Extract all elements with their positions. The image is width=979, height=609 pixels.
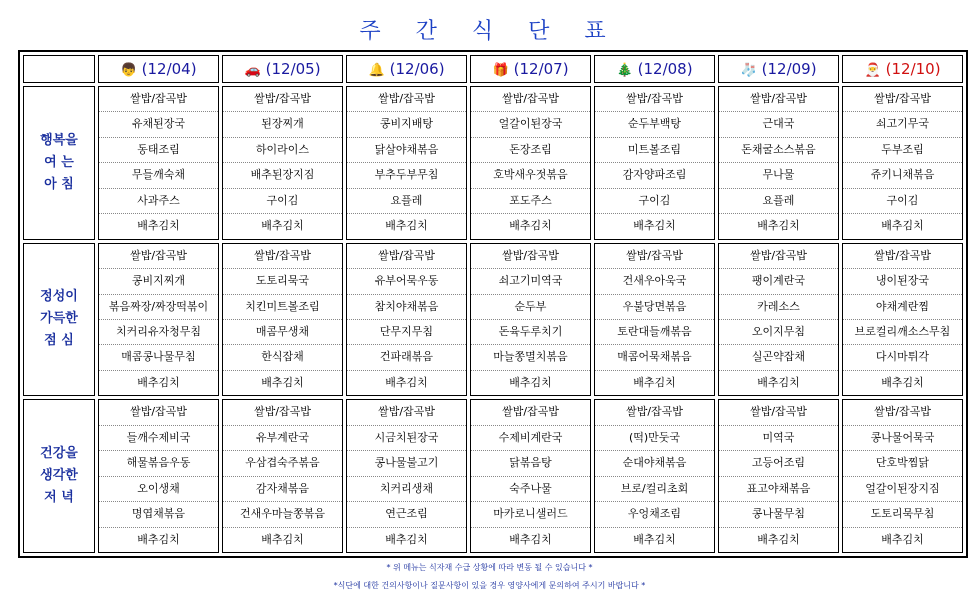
menu-cell [718,86,839,240]
weekly-menu-table [18,50,968,558]
day-date: (12/04) [141,60,197,78]
menu-item: 배추김치 [509,375,552,389]
menu-item-list [347,400,466,552]
menu-item-list [843,400,962,552]
note-menu-change: * 위 메뉴는 식자재 수급 상황에 따라 변동 될 수 있습니다 * [386,563,593,572]
menu-item: 순대야채볶음 [595,451,714,476]
menu-item: 배추김치 [633,532,676,546]
menu-item: 실곤약잡채 [719,345,838,370]
menu-item: 매콤무생채 [223,320,342,345]
menu-cell [346,243,467,397]
menu-item: 닭볶음탕 [471,451,590,476]
menu-item-list [347,87,466,239]
menu-item: 쌀밥/잡곡밥 [347,87,466,112]
menu-item: 시금치된장국 [347,426,466,451]
menu-cell [842,399,963,553]
menu-item: 배추김치 [509,219,552,233]
menu-cell [222,86,343,240]
menu-item: 근대국 [719,112,838,137]
menu-item-list [223,87,342,239]
meal-label-line: 정성이 [40,289,78,305]
menu-item: 쌀밥/잡곡밥 [223,87,342,112]
menu-item: 배추김치 [261,219,304,233]
car-icon: 🚗 [244,63,261,78]
menu-item: 두부조림 [843,138,962,163]
menu-item: 유채된장국 [99,112,218,137]
menu-item: 쌀밥/잡곡밥 [471,87,590,112]
menu-item: 배추김치 [137,219,180,233]
menu-item: 마늘쫑멸치볶음 [471,345,590,370]
menu-item: 쌀밥/잡곡밥 [595,244,714,269]
menu-item-list [99,400,218,552]
day-header [346,55,467,83]
menu-item: 고등어조림 [719,451,838,476]
menu-item: 요플레 [347,189,466,214]
menu-item-list [99,244,218,396]
menu-item-list [223,244,342,396]
menu-item: 수제비계란국 [471,426,590,451]
meal-label-line: 저 녁 [44,490,74,506]
menu-item: 쌀밥/잡곡밥 [595,87,714,112]
boy-icon: 👦 [120,63,137,78]
menu-item: 쌀밥/잡곡밥 [471,400,590,425]
menu-item-list [471,400,590,552]
menu-item-list [719,244,838,396]
menu-item: 매콤어묵채볶음 [595,345,714,370]
menu-item: 우불당면볶음 [595,295,714,320]
menu-item-list [843,87,962,239]
menu-item: 도토리묵국 [223,269,342,294]
sock-icon: 🧦 [740,63,757,78]
meal-label-line: 점 심 [44,333,74,349]
menu-item: 도토리묵무침 [843,502,962,527]
menu-item: 요플레 [719,189,838,214]
day-date: (12/06) [389,60,445,78]
meal-label-line: 여 는 [44,154,74,170]
menu-item: 야채계란찜 [843,295,962,320]
menu-cell [470,86,591,240]
menu-item: 배추김치 [757,219,800,233]
menu-item: 다시마튀각 [843,345,962,370]
menu-cell [594,399,715,553]
menu-item: 표고야채볶음 [719,477,838,502]
menu-item-list [347,244,466,396]
menu-item: 쌀밥/잡곡밥 [843,244,962,269]
menu-item: 된장찌개 [223,112,342,137]
page-title: 주 간 식 단 표 [359,19,620,44]
menu-item-list [843,244,962,396]
menu-item-list [719,400,838,552]
menu-item: 단무지무침 [347,320,466,345]
menu-item: 마카로니샐러드 [471,502,590,527]
menu-item: 부추두부무침 [347,163,466,188]
menu-item: 오이지무침 [719,320,838,345]
menu-cell [98,243,219,397]
meal-label-line: 생각한 [40,468,78,484]
menu-item: 배추김치 [137,532,180,546]
menu-item: 브로/컬리초회 [595,477,714,502]
day-date: (12/10) [885,60,941,78]
menu-item: 냉이된장국 [843,269,962,294]
menu-item-list [595,244,714,396]
menu-cell [346,399,467,553]
menu-item: 우엉채조림 [595,502,714,527]
menu-item: 유부어묵우동 [347,269,466,294]
day-header [470,55,591,83]
menu-item-list [595,87,714,239]
menu-item: 미트볼조림 [595,138,714,163]
menu-item: 배추김치 [633,219,676,233]
menu-item: 쇠고기미역국 [471,269,590,294]
menu-item: 쌀밥/잡곡밥 [99,87,218,112]
day-date: (12/09) [761,60,817,78]
menu-item: 치커리유자청무침 [99,320,218,345]
menu-item: 배추김치 [881,375,924,389]
meal-label [23,399,95,553]
menu-item: 무들깨숙채 [99,163,218,188]
menu-item-list [595,400,714,552]
menu-cell [222,243,343,397]
meal-label-line: 가득한 [40,311,78,327]
menu-item-list [99,87,218,239]
menu-item: 오이생채 [99,477,218,502]
menu-cell [718,243,839,397]
menu-cell [346,86,467,240]
day-header [98,55,219,83]
menu-item: 구이김 [843,189,962,214]
menu-item: 돈육두루치기 [471,320,590,345]
menu-cell [842,243,963,397]
menu-item: 구이김 [223,189,342,214]
menu-item: 들깨수제비국 [99,426,218,451]
menu-item: 돈채굴소스볶음 [719,138,838,163]
date-header-row [23,55,963,83]
menu-item: 배추김치 [757,532,800,546]
menu-item: 배추김치 [385,375,428,389]
menu-item: 미역국 [719,426,838,451]
day-header [842,55,963,83]
menu-item: 감자채볶음 [223,477,342,502]
menu-item: 동태조림 [99,138,218,163]
menu-item-list [471,244,590,396]
menu-cell [98,86,219,240]
meal-row [23,86,963,240]
menu-item: 쌀밥/잡곡밥 [471,244,590,269]
day-header [594,55,715,83]
menu-cell [98,399,219,553]
meal-label [23,243,95,397]
menu-item: 유부계란국 [223,426,342,451]
menu-item: 얼갈이된장지짐 [843,477,962,502]
gift-icon: 🎁 [492,63,509,78]
menu-item: 우삼겹숙주볶음 [223,451,342,476]
note-inquiry: *식단에 대한 건의사항이나 질문사항이 있을 경우 영양사에게 문의하여 주시기 바랍니다 * [333,581,646,590]
menu-item: 포도주스 [471,189,590,214]
menu-item: 건새우아욱국 [595,269,714,294]
menu-item: 배추김치 [137,375,180,389]
menu-item: 쥬키니채볶음 [843,163,962,188]
menu-item: 배추김치 [385,532,428,546]
menu-cell [470,399,591,553]
bell-icon: 🔔 [368,63,385,78]
menu-item: 구이김 [595,189,714,214]
menu-item: 배추김치 [385,219,428,233]
menu-item: 배추김치 [633,375,676,389]
menu-cell [718,399,839,553]
day-date: (12/08) [637,60,693,78]
menu-item: 배추김치 [881,219,924,233]
menu-item: 콩비지배탕 [347,112,466,137]
menu-item: 무나물 [719,163,838,188]
day-date: (12/07) [513,60,569,78]
menu-item: 배추김치 [757,375,800,389]
menu-item: 배추김치 [509,532,552,546]
menu-item: 닭살야채볶음 [347,138,466,163]
menu-cell [594,243,715,397]
menu-cell [470,243,591,397]
menu-cell [222,399,343,553]
meal-row [23,399,963,553]
menu-item: 건파래볶음 [347,345,466,370]
menu-item: 돈장조림 [471,138,590,163]
menu-item: 쌀밥/잡곡밥 [843,400,962,425]
menu-item: 배추김치 [261,532,304,546]
tree-icon: 🎄 [616,63,633,78]
menu-item: 호박새우젓볶음 [471,163,590,188]
menu-item: 배추된장지짐 [223,163,342,188]
menu-item: 명엽채볶음 [99,502,218,527]
menu-item: 배추김치 [261,375,304,389]
menu-item: 치킨미트볼조림 [223,295,342,320]
day-date: (12/05) [265,60,321,78]
menu-item: 쌀밥/잡곡밥 [223,244,342,269]
menu-item: 토란대들깨볶음 [595,320,714,345]
menu-item: 카레소스 [719,295,838,320]
menu-item-list [471,87,590,239]
corner-cell [23,55,95,83]
menu-item: 매콤콩나물무침 [99,345,218,370]
menu-item: 쌀밥/잡곡밥 [719,87,838,112]
menu-item: 팽이계란국 [719,269,838,294]
meal-label-line: 아 침 [44,176,74,192]
meal-label-line: 행복을 [40,132,78,148]
meal-label-line: 건강을 [40,446,78,462]
menu-item: 한식잡채 [223,345,342,370]
menu-item: 쇠고기무국 [843,112,962,137]
menu-item: 건새우마늘쫑볶음 [223,502,342,527]
menu-item-list [719,87,838,239]
menu-item: 치커리생채 [347,477,466,502]
menu-item: 콩비지찌개 [99,269,218,294]
menu-item: 콩나물불고기 [347,451,466,476]
menu-item: 감자양파조림 [595,163,714,188]
menu-item: 순두부 [471,295,590,320]
menu-item: (떡)만둣국 [595,426,714,451]
menu-item: 볶음짜장/짜장떡볶이 [99,295,218,320]
meal-row [23,243,963,397]
menu-item: 쌀밥/잡곡밥 [719,400,838,425]
menu-item: 연근조림 [347,502,466,527]
menu-item: 해물볶음우동 [99,451,218,476]
menu-item: 콩나물무침 [719,502,838,527]
menu-item: 참치야채볶음 [347,295,466,320]
menu-item: 쌀밥/잡곡밥 [99,400,218,425]
day-header [222,55,343,83]
menu-item: 단호박찜닭 [843,451,962,476]
menu-cell [594,86,715,240]
menu-item: 순두부백탕 [595,112,714,137]
menu-cell [842,86,963,240]
menu-item: 쌀밥/잡곡밥 [595,400,714,425]
menu-item: 브로컬리깨소스무침 [843,320,962,345]
menu-item: 배추김치 [881,532,924,546]
day-header [718,55,839,83]
menu-item: 쌀밥/잡곡밥 [347,244,466,269]
menu-item: 콩나물어묵국 [843,426,962,451]
menu-item: 쌀밥/잡곡밥 [843,87,962,112]
menu-item: 쌀밥/잡곡밥 [347,400,466,425]
meal-label [23,86,95,240]
menu-item: 얼갈이된장국 [471,112,590,137]
menu-item-list [223,400,342,552]
menu-item: 하이라이스 [223,138,342,163]
santa-icon: 🎅 [864,63,881,78]
menu-item: 사과주스 [99,189,218,214]
menu-item: 쌀밥/잡곡밥 [99,244,218,269]
menu-item: 쌀밥/잡곡밥 [223,400,342,425]
menu-item: 쌀밥/잡곡밥 [719,244,838,269]
menu-item: 숙주나물 [471,477,590,502]
